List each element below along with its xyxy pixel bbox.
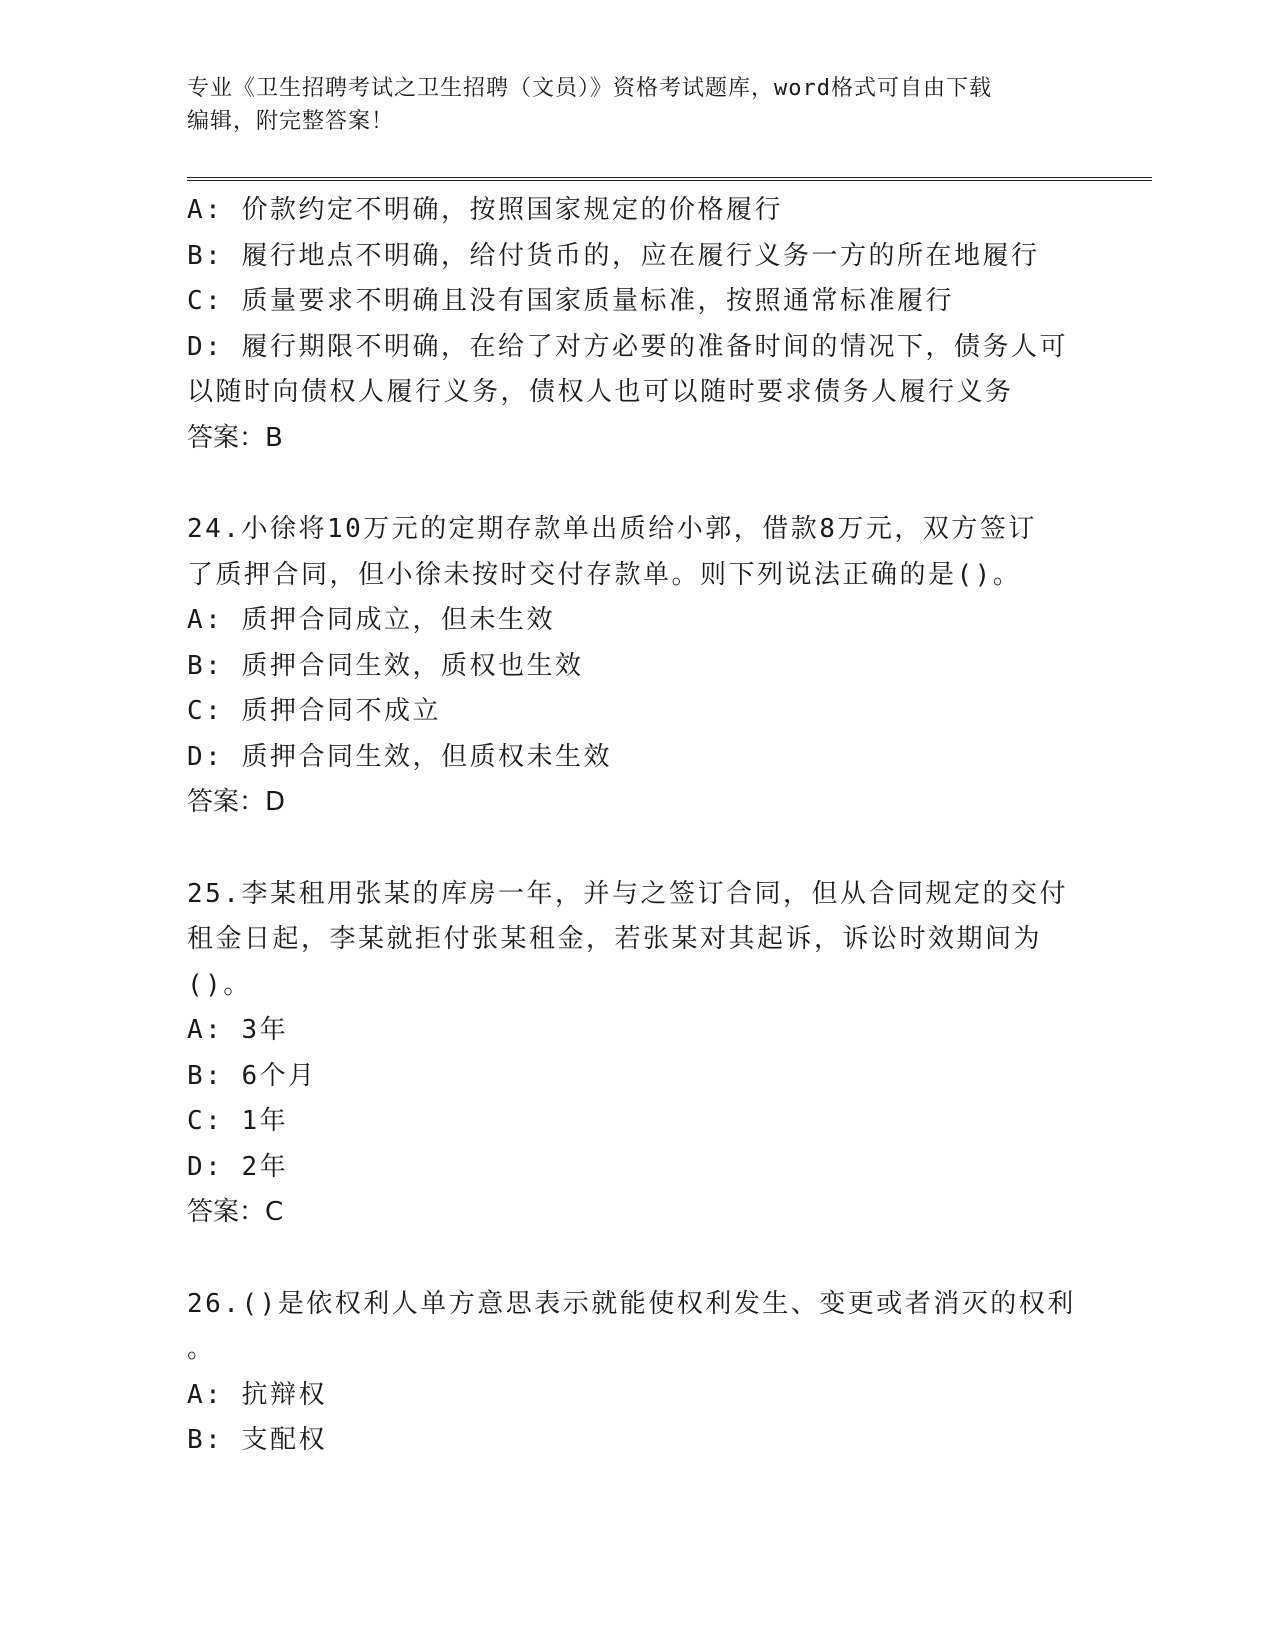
question-stem-continued: 了质押合同，但小徐未按时交付存款单。则下列说法正确的是()。	[187, 559, 1022, 590]
question-stem-continued: ()。	[187, 969, 252, 1000]
header-line-1: 专业《卫生招聘考试之卫生招聘（文员）》资格考试题库，word格式可自由下载	[187, 76, 992, 101]
question-stem-continued: 。	[187, 1334, 216, 1364]
option-d-continued: 以随时向债权人履行义务，债权人也可以随时要求债务人履行义务	[187, 377, 1014, 407]
question-stem: 25.李某租用张某的库房一年，并与之签订合同，但从合同规定的交付	[187, 878, 1068, 909]
option-b: B: 6个月	[187, 1060, 317, 1091]
option-b: B: 履行地点不明确，给付货币的，应在履行义务一方的所在地履行	[187, 240, 1040, 271]
question-stem-continued: 租金日起，李某就拒付张某租金，若张某对其起诉，诉讼时效期间为	[187, 924, 1043, 954]
header-divider	[187, 177, 1152, 181]
question-23	[187, 188, 1107, 461]
option-a: A: 3年	[187, 1015, 289, 1045]
option-d: D: 质押合同生效，但质权未生效	[187, 741, 612, 772]
question-24	[187, 507, 1107, 826]
option-d: D: 履行期限不明确，在给了对方必要的准备时间的情况下，债务人可	[187, 331, 1068, 362]
option-b: B: 质押合同生效，质权也生效	[187, 650, 584, 681]
option-c: C: 质量要求不明确且没有国家质量标准，按照通常标准履行	[187, 286, 954, 316]
question-spacer	[187, 826, 1107, 872]
option-d: D: 2年	[187, 1151, 289, 1182]
option-a: A: 质押合同成立，但未生效	[187, 605, 555, 635]
option-a: A: 价款约定不明确，按照国家规定的价格履行	[187, 195, 783, 225]
option-c: C: 质押合同不成立	[187, 696, 441, 726]
question-26	[187, 1282, 1107, 1464]
question-spacer	[187, 461, 1107, 507]
option-c: C: 1年	[187, 1106, 289, 1136]
option-b: B: 支配权	[187, 1425, 327, 1455]
answer: 答案：B	[187, 422, 283, 453]
option-a: A: 抗辩权	[187, 1379, 327, 1410]
answer: 答案：C	[187, 1197, 284, 1227]
question-stem: 26.()是依权利人单方意思表示就能使权利发生、变更或者消灭的权利	[187, 1288, 1076, 1319]
header-line-2: 编辑，附完整答案！	[187, 109, 395, 134]
question-list	[187, 188, 1107, 1464]
answer: 答案：D	[187, 787, 286, 817]
document-header	[187, 72, 1087, 138]
question-stem: 24.小徐将10万元的定期存款单出质给小郭，借款8万元，双方签订	[187, 514, 1037, 544]
question-spacer	[187, 1236, 1107, 1282]
question-25	[187, 872, 1107, 1236]
